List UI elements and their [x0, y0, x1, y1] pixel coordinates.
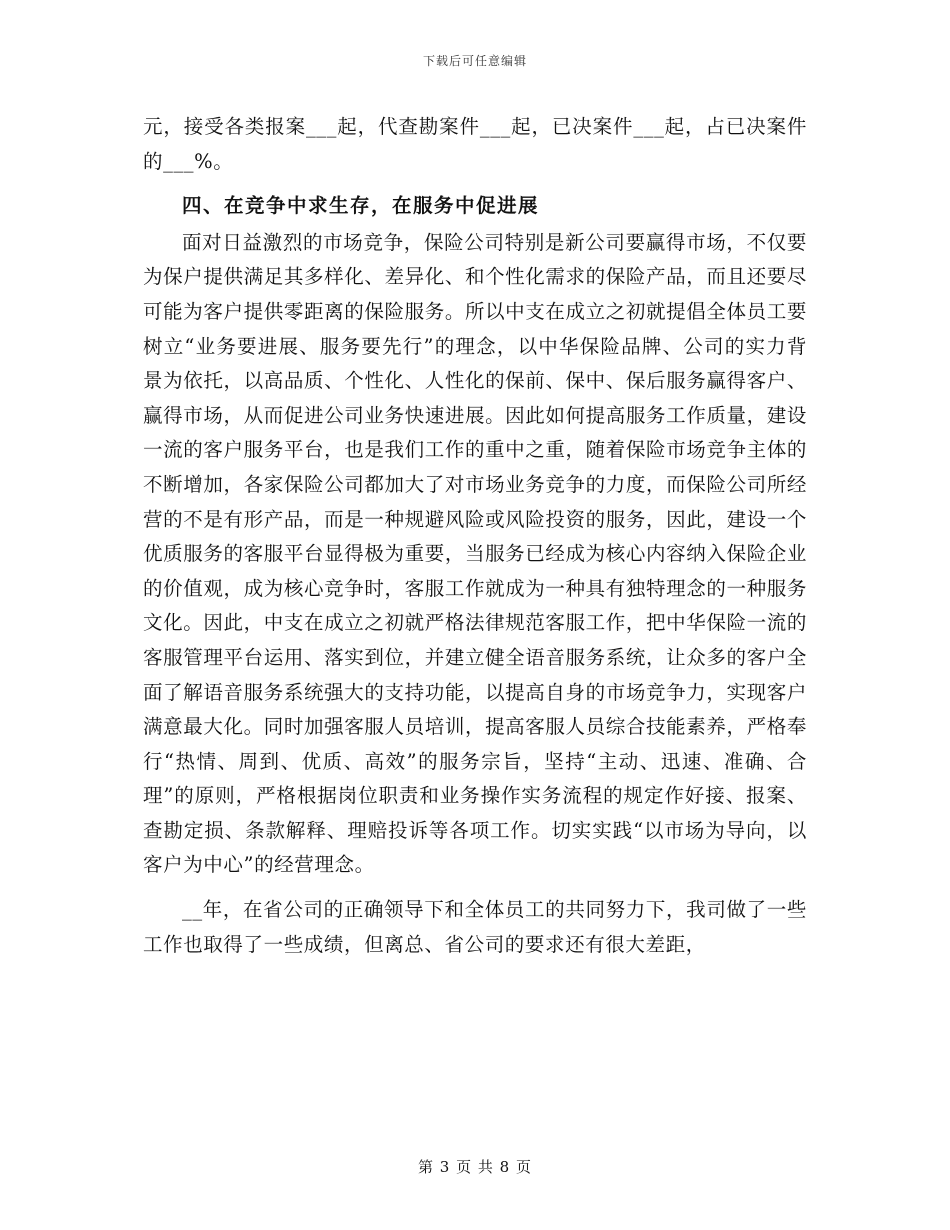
- section-heading: 四、在竞争中求生存，在服务中促进展: [182, 194, 540, 218]
- paragraph-main: 面对日益激烈的市场竞争，保险公司特别是新公司要赢得市场，不仅要为保户提供满足其多样化、差异化、和个性化需求的保险产品，而且还要尽可能为客户提供零距离的保险服务。所以中支在成立之初就提倡全体员工要树立“业务要进展、服务要先行”的理念，以中华保险品牌、公司的实力背景为依托，以高品质、个性化、人性化的保前、保中、保后服务赢得客户、赢得市场，从而促进公司业务快速进展。因此如何提高服务工作质量，建设一流的客户服务平台，也是我们工作的重中之重，随着保险市场竞争主体的不断增加，各家保险公司都加大了对市场业务竞争的力度，而保险公司所经营的不是有形产品，而是一种规避风险或风险投资的服务，因此，建设一个优质服务的客服平台显得极为重要，当服务已经成为核心内容纳入保险企业的价值观，成为核心竞争时，客服工作就成为一种具有独特理念的一种服务文化。因此，中支在成立之初就严格法律规范客服工作，把中华保险一流的客服管理平台运用、落实到位，并建立健全语音服务系统，让众多的客户全面了解语音服务系统强大的支持功能，以提高自身的市场竞争力，实现客户满意最大化。同时加强客服人员培训，提高客服人员综合技能素养，严格奉行“热情、周到、优质、高效”的服务宗旨，坚持“主动、迅速、准确、合理”的原则，严格根据岗位职责和业务操作实务流程的规定作好接、报案、查勘定损、条款解释、理赔投诉等各项工作。切实实践“以市场为导向，以客户为中心”的经营理念。: [143, 230, 807, 877]
- paragraph-continuation: 元，接受各类报案___起，代查勘案件___起，已决案件___起，占已决案件的___%。: [143, 115, 807, 173]
- paragraph-closing: __年，在省公司的正确领导下和全体员工的共同努力下，我司做了一些工作也取得了一些成绩，但离总、省公司的要求还有很大差距，: [143, 898, 807, 956]
- page-footer: 第 3 页 共 8 页: [418, 1158, 532, 1176]
- document-body: [143, 110, 807, 962]
- page-header: 下载后可任意编辑: [422, 54, 527, 68]
